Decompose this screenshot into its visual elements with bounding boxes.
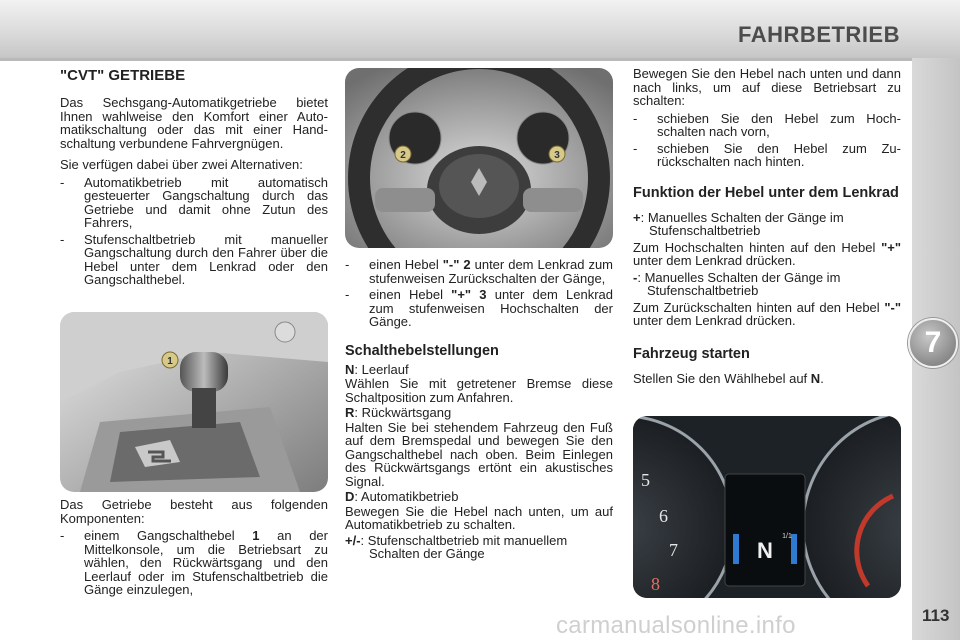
list-item: - einen Hebel "-" 2 unter dem Lenkrad zum stufenweisen Zurückschalten der Gänge, bbox=[345, 257, 614, 286]
options-list bbox=[60, 176, 328, 287]
components-intro: Das Getriebe besteht aus folgenden Komponenten: bbox=[60, 497, 328, 526]
list-item: - einem Gangschalthebel 1 an der Mittelkonsole, um die Betriebsart zu wählen, den Rückwärtsgang und den Leerlauf oder im Stufenschaltbetrieb die Gänge einzulegen, bbox=[60, 528, 328, 597]
list-item: - Stufenschaltbetrieb mit manueller Gangschaltung durch den Fahrer über die Hebel unter dem Lenkrad oder den Gangschalthebel. bbox=[60, 231, 328, 287]
chapter-title: FAHRBETRIEB bbox=[738, 22, 900, 47]
section-title-start: Fahrzeug starten bbox=[633, 345, 750, 362]
instrument-cluster-photo bbox=[633, 416, 901, 598]
column-left bbox=[60, 67, 328, 292]
cluster-ratio: 1/1 bbox=[782, 533, 792, 540]
position-n-label: N: Leerlauf bbox=[345, 361, 409, 377]
list-item: - schieben Sie den Hebel zum Hochschalten nach vorn, bbox=[633, 110, 901, 139]
column-left-bottom bbox=[60, 498, 328, 602]
position-r-text: Halten Sie bei stehendem Fahrzeug den Fuß auf dem Bremspedal und bewegen Sie den Gangschalthebel nach oben. Beim Einlegen des Rückwärtsgangs ertönt ein akustisches Signal. bbox=[345, 419, 613, 489]
sequential-intro: Bewegen Sie den Hebel nach unten und dann nach links, um auf diese Betriebsart zu schalten: bbox=[633, 66, 901, 108]
paddle-marker-left: 2 bbox=[400, 150, 406, 161]
lever-marker-label: 1 bbox=[167, 356, 173, 367]
position-n-text: Wählen Sie mit getretener Bremse diese Schaltposition zum Anfahren. bbox=[345, 376, 613, 405]
dial-number: 7 bbox=[669, 540, 678, 560]
gear-lever-photo bbox=[60, 312, 328, 492]
dial-number: 5 bbox=[641, 470, 650, 490]
page-number: 113 bbox=[922, 606, 950, 625]
sequential-steps bbox=[633, 112, 901, 169]
minus-text: Zum Zurückschalten hinten auf den Hebel "-" unter dem Lenkrad drücken. bbox=[633, 299, 901, 328]
watermark: carmanualsonline.info bbox=[556, 612, 796, 639]
section-title-paddles: Funktion der Hebel unter dem Lenkrad bbox=[633, 184, 899, 201]
intro-paragraph: Das Sechsgang-Automatikgetriebe bietet Ihnen wahlweise den Komfort einer Automatikschaltung oder das mit einer Handschaltung verbundene Fahrvergnügen. bbox=[60, 95, 328, 151]
chapter-badge: 7 bbox=[908, 318, 958, 368]
dial-number: 6 bbox=[659, 506, 668, 526]
section-title-cvt: "CVT" GETRIEBE bbox=[60, 67, 186, 84]
header-divider bbox=[0, 58, 912, 61]
paddles-list bbox=[345, 258, 613, 329]
plus-text: Zum Hochschalten hinten auf den Hebel "+" unter dem Lenkrad drücken. bbox=[633, 239, 901, 268]
list-item: - einen Hebel "+" 3 unter dem Lenkrad zum stufenweisen Hochschalten der Gänge. bbox=[345, 287, 614, 329]
paddle-marker-right: 3 bbox=[554, 150, 560, 161]
start-text: Stellen Sie den Wählhebel auf N. bbox=[633, 370, 824, 386]
position-r-label: R: Rückwärtsgang bbox=[345, 405, 452, 420]
steering-wheel-photo bbox=[345, 68, 613, 248]
cluster-gear-indicator: N bbox=[757, 538, 773, 563]
choice-paragraph: Sie verfügen dabei über zwei Alternativen: bbox=[60, 157, 303, 172]
dial-number: 8 bbox=[651, 574, 660, 594]
components-list bbox=[60, 529, 328, 597]
position-d-text: Bewegen Sie die Hebel nach unten, um auf Automatikbetrieb zu schalten. bbox=[345, 503, 613, 532]
column-middle bbox=[345, 258, 613, 566]
minus-label: -: Manuelles Schalten der Gänge im Stufenschaltbetrieb bbox=[633, 269, 841, 298]
plus-label: +: Manuelles Schalten der Gänge im Stufenschaltbetrieb bbox=[633, 209, 844, 238]
column-right bbox=[633, 67, 901, 390]
list-item: - Automatikbetrieb mit automatisch gesteuerter Gangschaltung durch das Getriebe und damit ohne Zutun des Fahrers, bbox=[60, 174, 328, 230]
position-pm-label: +/-: Stufenschaltbetrieb mit manuellem Schalten der Gänge bbox=[345, 532, 568, 561]
list-item: - schieben Sie den Hebel zum Zurückschalten nach hinten. bbox=[633, 140, 901, 169]
section-title-positions: Schalthebelstellungen bbox=[345, 342, 499, 359]
position-d-label: D: Automatikbetrieb bbox=[345, 489, 459, 504]
